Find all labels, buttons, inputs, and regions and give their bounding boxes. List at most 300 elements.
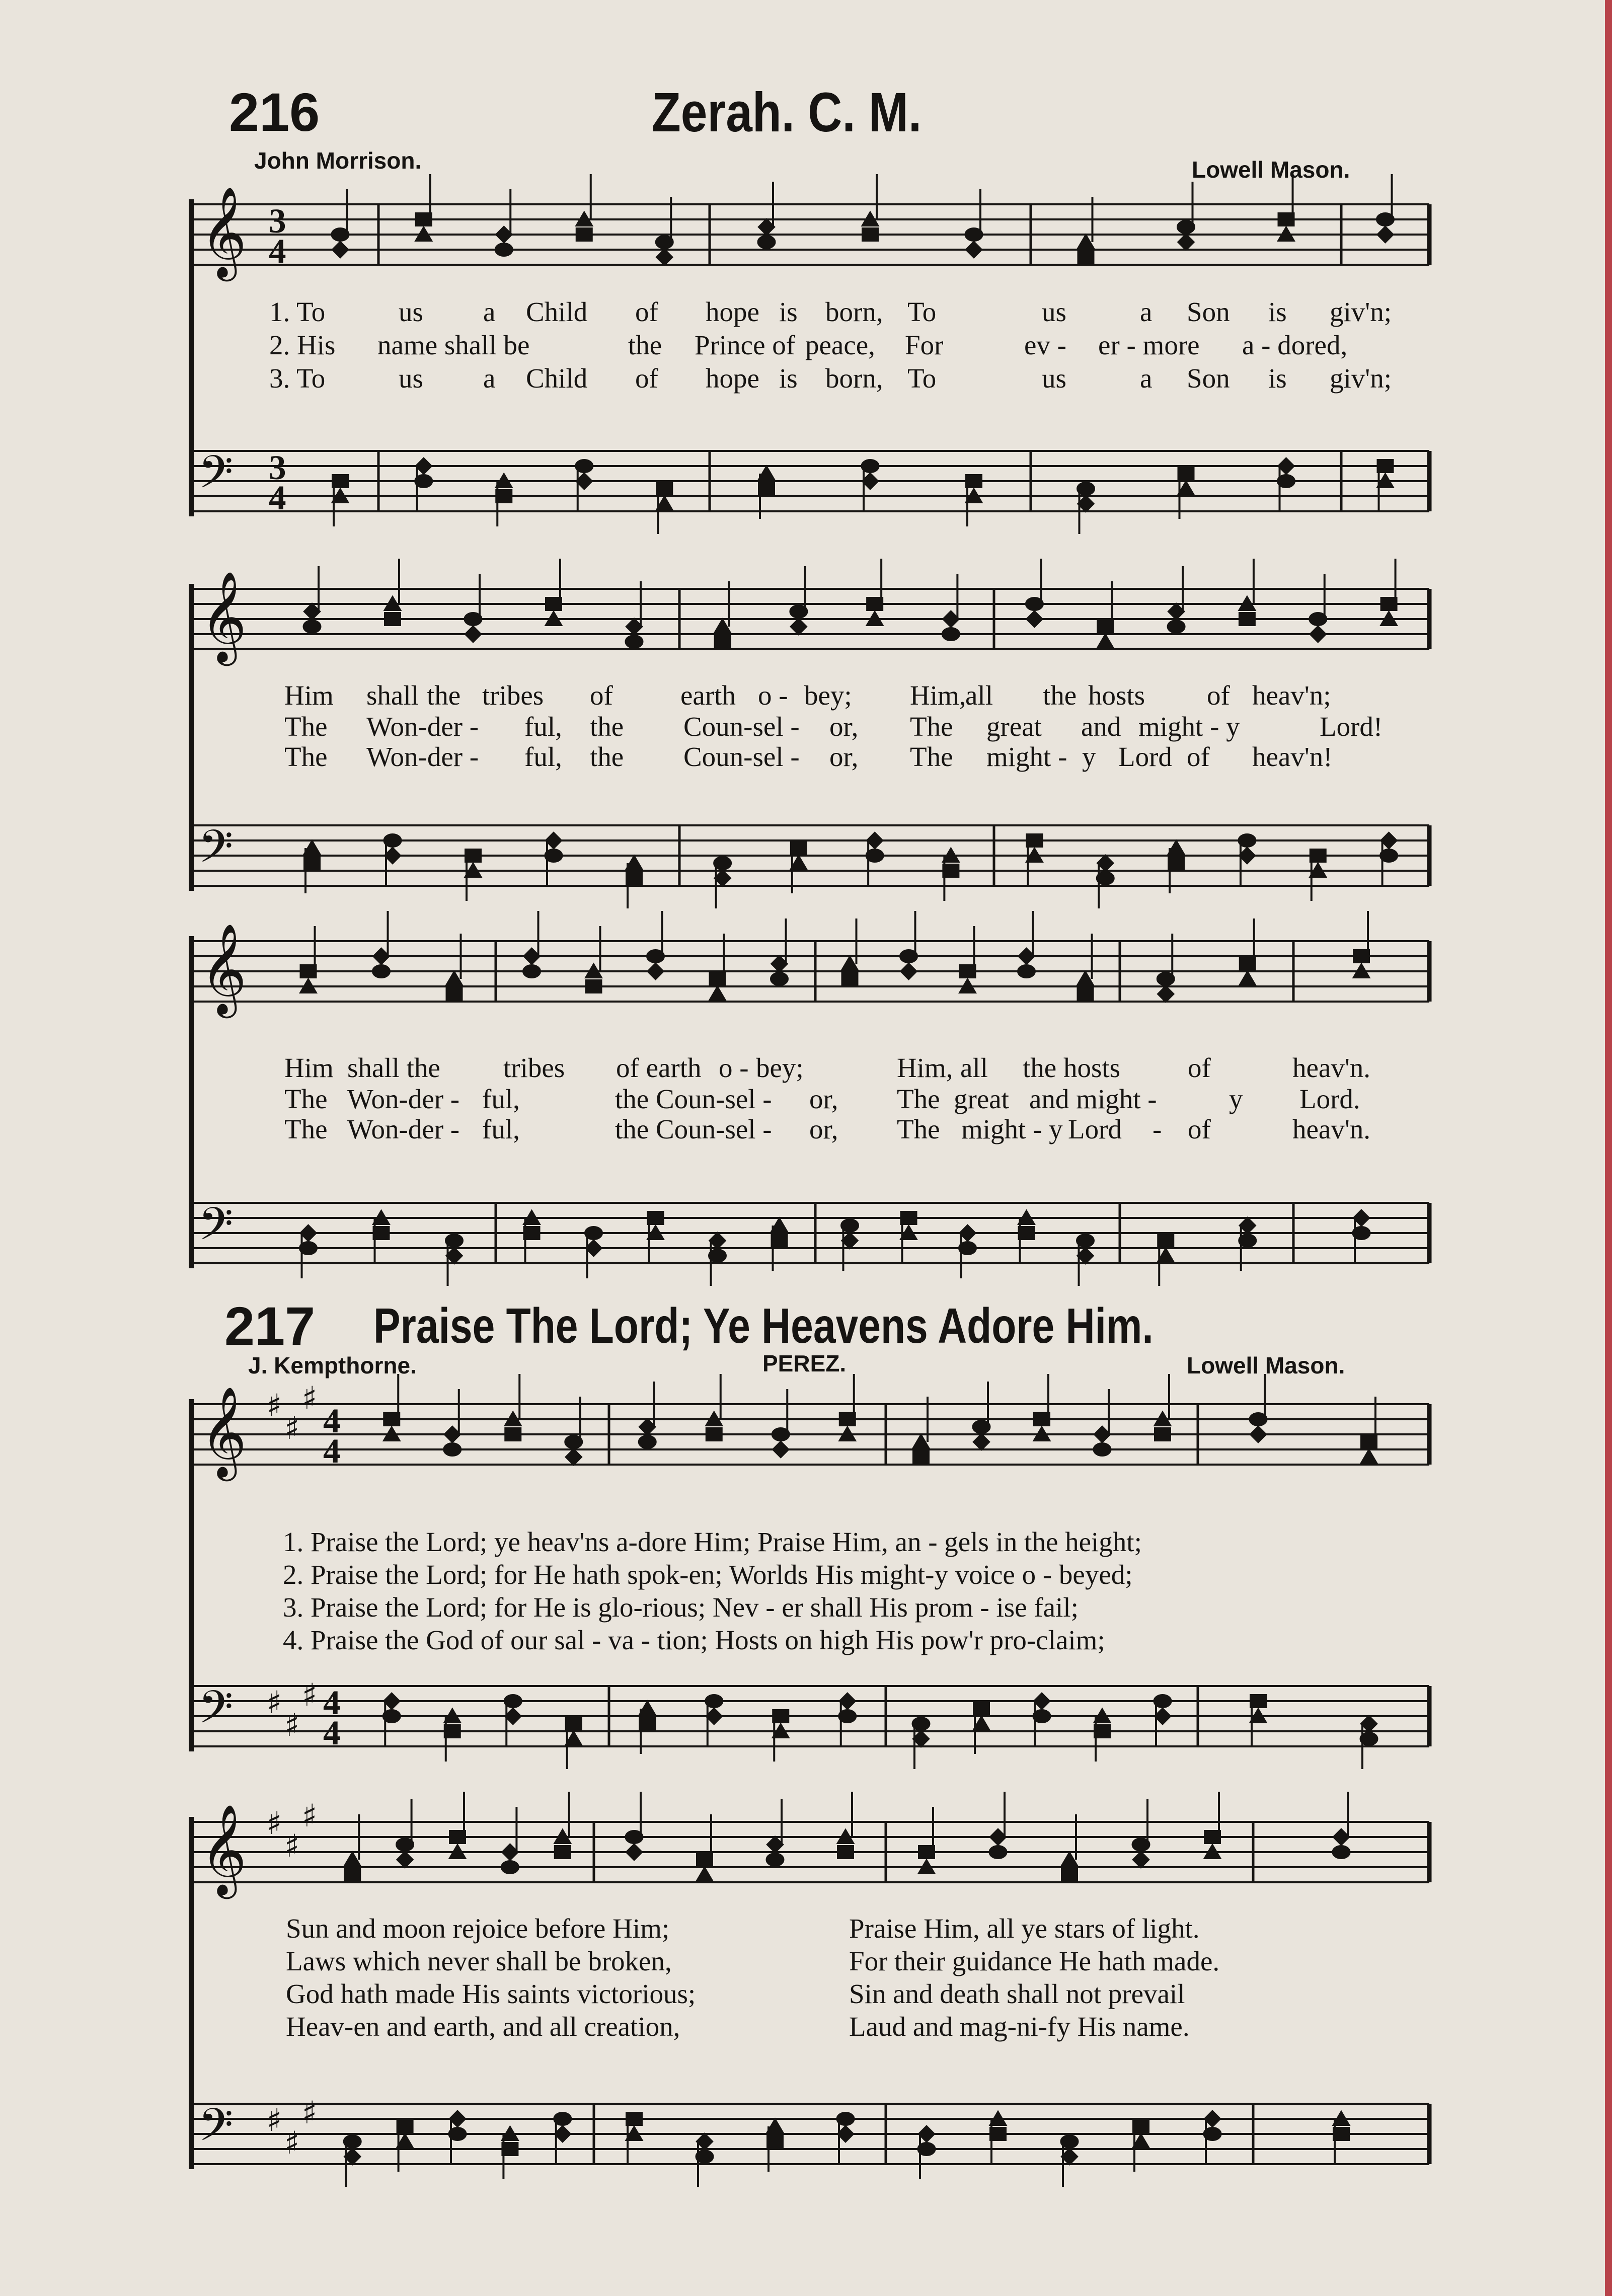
note-head xyxy=(715,871,730,886)
lyric-word: heav'n! xyxy=(1252,741,1333,772)
note-head xyxy=(943,865,958,877)
note-head xyxy=(1158,1249,1173,1262)
treble-clef-icon: 𝄞 xyxy=(200,570,247,662)
note-head xyxy=(1361,1450,1376,1464)
lyrics-verse-1: 1. Praise the Lord; ye heav'ns a-dore Him; Praise Him, an - gels in the height; xyxy=(283,1526,1142,1557)
lyric-word: a xyxy=(1140,296,1153,327)
note-head xyxy=(449,2128,466,2140)
sharp-sign: ♯ xyxy=(284,1707,300,1743)
note-head xyxy=(1380,850,1397,862)
lyric-word: ev - xyxy=(1024,330,1066,360)
hymn-216-number: 216 xyxy=(229,82,320,142)
note-head xyxy=(838,2126,853,2141)
lyric-word: heav'n. xyxy=(1292,1052,1370,1083)
note-head xyxy=(1169,841,1184,855)
note-head xyxy=(586,1241,601,1256)
lyric-word: Lord. xyxy=(1299,1084,1360,1114)
sharp-sign: ♯ xyxy=(267,2102,282,2138)
note-head xyxy=(697,1868,712,1881)
note-head xyxy=(524,1227,540,1239)
note-head xyxy=(416,458,431,474)
note-head xyxy=(345,1869,360,1881)
lyric-word: Him, xyxy=(897,1052,953,1083)
note-head xyxy=(1034,1413,1049,1425)
note-head xyxy=(577,228,592,241)
note-head xyxy=(657,483,672,495)
lyric-word: or, xyxy=(809,1114,838,1144)
note-head xyxy=(1169,604,1184,619)
note-head xyxy=(919,1846,934,1858)
note-head xyxy=(566,1449,581,1465)
note-head xyxy=(1205,2111,1220,2126)
note-head xyxy=(301,965,316,977)
note-head xyxy=(1098,621,1113,633)
bass-clef-icon: 𝄢 xyxy=(198,1681,234,1744)
note-head xyxy=(863,474,878,489)
note-head xyxy=(627,857,642,870)
bass-clef-icon: 𝄢 xyxy=(198,2099,234,2162)
note-head xyxy=(546,833,561,848)
lyrics-right-verse-3: Sin and death shall not prevail xyxy=(849,1978,1185,2009)
lyric-word: ful, xyxy=(482,1114,520,1144)
note-head xyxy=(990,1829,1006,1845)
lyric-word: us xyxy=(1042,296,1066,327)
note-head xyxy=(1334,2128,1349,2140)
lyrics-right-verse-4: Laud and mag-ni-fy His name. xyxy=(849,2011,1190,2042)
lyric-word: Him, xyxy=(910,680,966,711)
lyric-word: shall the xyxy=(347,1052,440,1083)
lyrics-right-verse-1: Praise Him, all ye stars of light. xyxy=(849,1913,1200,1944)
lyric-word: - xyxy=(1153,1114,1162,1144)
note-head xyxy=(918,2143,935,2155)
lyric-word: might - xyxy=(986,741,1067,772)
hymn-217-author: J. Kempthorne. xyxy=(248,1352,417,1379)
lyric-word: of xyxy=(1207,680,1230,711)
note-head xyxy=(974,1717,989,1730)
note-head xyxy=(1155,1428,1170,1440)
note-head xyxy=(913,1435,929,1448)
note-head xyxy=(697,2151,713,2163)
sharp-sign: ♯ xyxy=(302,1380,318,1416)
note-head xyxy=(1381,833,1397,848)
note-head xyxy=(466,850,481,862)
note-head xyxy=(566,1732,581,1745)
lyric-word: shall xyxy=(366,680,419,711)
note-head xyxy=(919,2126,934,2141)
lyric-word: The xyxy=(910,741,953,772)
lyric-word: the xyxy=(590,741,624,772)
note-head xyxy=(1094,1443,1111,1456)
note-head xyxy=(577,474,592,489)
note-head xyxy=(1062,1853,1077,1866)
note-head xyxy=(1353,1227,1370,1239)
note-head xyxy=(1158,1235,1173,1247)
note-head xyxy=(767,2120,783,2133)
lyric-word: Lord xyxy=(1118,741,1172,772)
lyric-word: o - xyxy=(719,1052,749,1083)
note-head xyxy=(966,242,981,257)
note-head xyxy=(1251,1695,1266,1707)
note-head xyxy=(1079,496,1094,511)
note-head xyxy=(333,242,348,257)
lyric-word: might - y xyxy=(961,1114,1063,1144)
sharp-sign: ♯ xyxy=(267,1684,282,1721)
note-head xyxy=(333,475,348,487)
note-head xyxy=(791,842,806,854)
note-head xyxy=(1240,958,1255,970)
note-head xyxy=(709,1250,726,1262)
lyric-word: The xyxy=(284,711,328,742)
note-head xyxy=(546,598,561,610)
note-head xyxy=(1062,2149,1077,2164)
note-head xyxy=(1179,235,1194,250)
note-head xyxy=(627,1845,642,1860)
hymn-217-tune: PEREZ. xyxy=(762,1350,847,1376)
note-head xyxy=(1179,482,1194,495)
note-head xyxy=(640,1419,655,1434)
note-head xyxy=(657,497,672,510)
time-signature-bottom: 4 xyxy=(323,1714,341,1752)
lyric-word: us xyxy=(399,363,423,394)
note-head xyxy=(304,841,320,855)
time-signature-bottom: 4 xyxy=(269,479,286,517)
note-head xyxy=(447,988,462,1000)
bass-clef-icon: 𝄢 xyxy=(198,1198,234,1261)
lyrics-verse-3: 3. Praise the Lord; for He is glo-rious; Nev - er shall His prom - ise fail; xyxy=(283,1592,1079,1623)
bass-clef-icon: 𝄢 xyxy=(198,446,234,509)
note-head xyxy=(1239,1235,1256,1247)
note-head xyxy=(496,490,511,502)
note-head xyxy=(502,1861,518,1873)
lyric-word: is xyxy=(1268,363,1287,394)
note-head xyxy=(1027,834,1042,847)
note-head xyxy=(758,236,775,248)
note-head xyxy=(505,1428,520,1440)
sharp-sign: ♯ xyxy=(284,2124,300,2161)
note-head xyxy=(1095,1427,1110,1442)
note-head xyxy=(626,636,643,648)
treble-clef-icon: 𝄞 xyxy=(200,1803,247,1895)
note-head xyxy=(657,250,672,265)
sharp-sign: ♯ xyxy=(267,1387,282,1424)
note-head xyxy=(1240,613,1255,625)
note-head xyxy=(960,1226,975,1241)
note-head xyxy=(943,628,959,640)
lyric-word: a xyxy=(1140,363,1153,394)
note-head xyxy=(1354,1210,1369,1226)
lyric-word: The xyxy=(284,741,328,772)
note-head xyxy=(1204,2128,1221,2140)
note-head xyxy=(384,1694,399,1709)
lyric-word: The xyxy=(897,1114,940,1144)
note-head xyxy=(867,850,883,862)
note-head xyxy=(791,619,806,634)
treble-clef-icon: 𝄞 xyxy=(200,923,247,1014)
lyrics-left-verse-3: God hath made His saints victorious; xyxy=(286,1978,696,2009)
lyrics-verse-2: 2. Praise the Lord; for He hath spok-en; Worlds His might-y voice o - beyed; xyxy=(283,1559,1133,1590)
note-head xyxy=(759,467,774,480)
note-head xyxy=(943,611,958,627)
note-head xyxy=(304,857,320,869)
note-head xyxy=(772,1235,787,1247)
note-head xyxy=(990,1846,1007,1858)
lyric-word: peace, xyxy=(805,330,875,360)
note-head xyxy=(1097,872,1114,884)
lyric-word: all xyxy=(965,680,993,711)
note-head xyxy=(1155,1709,1170,1724)
lyric-word: the xyxy=(590,711,624,742)
note-head xyxy=(627,619,642,634)
lyric-word: Prince of xyxy=(695,330,796,360)
lyric-word: ful, xyxy=(524,741,562,772)
note-head xyxy=(1078,1248,1093,1263)
time-signature-bottom: 4 xyxy=(323,1432,341,1470)
note-head xyxy=(966,475,981,487)
note-head xyxy=(496,244,512,256)
note-head xyxy=(383,1710,400,1722)
note-head xyxy=(707,1709,722,1724)
note-head xyxy=(710,973,725,985)
lyric-word: Won-der - xyxy=(347,1084,460,1114)
lyric-word: hope xyxy=(706,363,759,394)
note-head xyxy=(1078,972,1093,985)
lyric-word: us xyxy=(1042,363,1066,394)
note-head xyxy=(374,949,389,964)
lyric-word: Child xyxy=(526,363,588,394)
note-head xyxy=(1133,2135,1148,2148)
note-head xyxy=(444,1443,460,1456)
note-head xyxy=(1251,1427,1266,1442)
note-head xyxy=(555,1846,570,1858)
note-head xyxy=(1158,986,1173,1002)
note-head xyxy=(715,636,730,648)
note-head xyxy=(450,2111,465,2126)
lyric-word: name shall be xyxy=(377,330,530,360)
lyric-word: ful, xyxy=(524,711,562,742)
note-head xyxy=(1354,950,1369,962)
lyric-word: giv'n; xyxy=(1330,296,1392,327)
sharp-sign: ♯ xyxy=(267,1805,282,1842)
time-signature-top: 4 xyxy=(323,1402,341,1440)
lyric-word: Won-der - xyxy=(366,711,479,742)
lyric-word: Won-der - xyxy=(347,1114,460,1144)
note-head xyxy=(1381,598,1397,610)
note-head xyxy=(1019,1227,1034,1239)
lyric-word: tribes xyxy=(482,680,544,711)
lyric-word: The xyxy=(897,1084,940,1114)
lyric-word: y xyxy=(1082,741,1096,772)
sharp-sign: ♯ xyxy=(284,1827,300,1864)
note-head xyxy=(1179,468,1194,480)
note-head xyxy=(1278,475,1294,487)
lyric-word: of xyxy=(1188,1052,1211,1083)
note-head xyxy=(304,621,321,633)
note-head xyxy=(555,2126,570,2141)
lyric-word: The xyxy=(910,711,953,742)
lyric-word: o - xyxy=(758,680,788,711)
note-head xyxy=(710,987,725,1001)
note-head xyxy=(639,1436,656,1448)
lyric-word: y xyxy=(1229,1084,1243,1114)
note-head xyxy=(901,964,916,979)
note-head xyxy=(373,965,390,977)
note-head xyxy=(300,1242,317,1254)
note-head xyxy=(1361,1733,1377,1745)
lyrics-left-verse-4: Heav-en and earth, and all creation, xyxy=(286,2011,680,2042)
lyric-word: of xyxy=(1187,741,1210,772)
note-head xyxy=(867,598,882,610)
note-head xyxy=(523,965,540,977)
lyric-word: er - more xyxy=(1098,330,1200,360)
note-head xyxy=(767,1854,784,1866)
note-head xyxy=(398,1852,413,1867)
lyric-word: the Coun-sel - xyxy=(615,1114,772,1144)
sharp-sign: ♯ xyxy=(302,1797,318,1834)
note-head xyxy=(767,2135,783,2148)
bass-clef-icon: 𝄢 xyxy=(198,821,234,884)
sharp-sign: ♯ xyxy=(302,1676,318,1713)
note-head xyxy=(1361,1716,1376,1731)
lyric-word: Coun-sel - xyxy=(683,741,800,772)
hymn-216-composer: Lowell Mason. xyxy=(1192,157,1350,183)
lyric-word: might - y xyxy=(1138,711,1240,742)
note-head xyxy=(1034,1694,1049,1709)
lyric-word: 1. To xyxy=(269,296,326,327)
note-head xyxy=(466,627,481,642)
note-head xyxy=(842,973,858,985)
note-head xyxy=(838,1846,853,1858)
note-head xyxy=(1019,949,1034,964)
lyric-word: earth xyxy=(680,680,736,711)
lyrics-right-verse-2: For their guidance He hath made. xyxy=(849,1946,1220,1976)
lyric-word: bey; xyxy=(756,1052,804,1083)
sharp-sign: ♯ xyxy=(302,2094,318,2131)
lyric-word: the xyxy=(427,680,461,711)
note-head xyxy=(974,1434,989,1449)
note-head xyxy=(1027,611,1042,627)
lyric-word: is xyxy=(779,363,798,394)
lyric-word: heav'n; xyxy=(1252,680,1331,711)
note-head xyxy=(1279,213,1294,225)
lyric-word: To xyxy=(907,296,937,327)
lyric-word: To xyxy=(907,363,937,394)
time-signature-top: 4 xyxy=(323,1683,341,1722)
note-head xyxy=(1169,857,1184,869)
note-head xyxy=(990,2128,1006,2140)
lyric-word: and xyxy=(1081,711,1121,742)
lyric-word: is xyxy=(1268,296,1287,327)
note-head xyxy=(648,1212,663,1224)
note-head xyxy=(505,1709,520,1724)
note-head xyxy=(1333,1846,1350,1858)
time-signature-top: 3 xyxy=(269,448,286,487)
note-head xyxy=(398,2120,413,2132)
lyric-word: or, xyxy=(809,1084,838,1114)
note-head xyxy=(1079,236,1094,249)
lyrics-left-verse-1: Sun and moon rejoice before Him; xyxy=(286,1913,670,1944)
note-head xyxy=(1240,848,1255,863)
lyric-word: of earth xyxy=(616,1052,702,1083)
lyric-word: tribes xyxy=(503,1052,565,1083)
lyric-word: 3. To xyxy=(269,363,326,394)
note-head xyxy=(759,219,774,235)
note-head xyxy=(1168,621,1185,633)
hymn-216-author: John Morrison. xyxy=(254,147,422,174)
note-head xyxy=(759,483,774,495)
note-head xyxy=(1098,635,1113,648)
note-head xyxy=(301,1226,316,1241)
lyric-word: heav'n. xyxy=(1292,1114,1370,1144)
hymn-217-title: Praise The Lord; Ye Heavens Adore Him. xyxy=(373,1298,1154,1353)
note-head xyxy=(566,1718,581,1730)
lyric-word: The xyxy=(284,1084,328,1114)
lyric-word: giv'n; xyxy=(1330,363,1392,394)
lyric-word: The xyxy=(284,1114,328,1144)
note-head xyxy=(710,1233,725,1248)
lyric-word: of xyxy=(635,296,658,327)
note-head xyxy=(502,1845,517,1860)
note-head xyxy=(640,1718,655,1730)
note-head xyxy=(502,2143,517,2155)
lyric-word: great xyxy=(986,711,1042,742)
note-head xyxy=(842,1233,858,1248)
note-head xyxy=(524,949,540,964)
note-head xyxy=(960,965,975,977)
lyric-word: the xyxy=(628,330,662,360)
lyric-word: Son xyxy=(1187,363,1230,394)
note-head xyxy=(627,2113,642,2125)
note-head xyxy=(959,1242,976,1254)
note-head xyxy=(304,604,320,619)
lyric-word: born, xyxy=(825,363,883,394)
note-head xyxy=(772,1219,787,1232)
note-head xyxy=(767,1837,783,1852)
lyric-word: Him xyxy=(284,1052,334,1083)
note-head xyxy=(1361,1436,1376,1448)
note-head xyxy=(1062,1869,1077,1881)
lyrics-verse-4: 4. Praise the God of our sal - va - tion; Hosts on high His pow'r pro-claim; xyxy=(283,1625,1105,1655)
lyric-word: or, xyxy=(829,741,859,772)
note-head xyxy=(974,1703,989,1715)
note-head xyxy=(867,833,882,848)
lyric-word: hosts xyxy=(1088,680,1145,711)
note-head xyxy=(1205,1831,1220,1843)
note-head xyxy=(345,2149,360,2164)
note-head xyxy=(913,1731,929,1746)
note-head xyxy=(707,1428,722,1440)
lyric-word: a xyxy=(483,296,496,327)
lyric-word: bey; xyxy=(804,680,852,711)
note-head xyxy=(901,1212,916,1224)
note-head xyxy=(1334,1829,1349,1845)
note-head xyxy=(345,1853,360,1866)
lyric-word: born, xyxy=(825,296,883,327)
lyrics-left-verse-2: Laws which never shall be broken, xyxy=(286,1946,672,1976)
hymn-217-composer: Lowell Mason. xyxy=(1187,1352,1345,1379)
note-head xyxy=(772,956,787,971)
lyric-word: of xyxy=(590,680,613,711)
note-head xyxy=(773,1442,788,1457)
note-head xyxy=(1133,1852,1148,1867)
note-head xyxy=(1034,1710,1050,1722)
note-head xyxy=(1098,856,1113,871)
time-signature-top: 3 xyxy=(269,202,286,240)
hymn-217-number: 217 xyxy=(224,1295,316,1356)
time-signature-bottom: 4 xyxy=(269,232,286,270)
note-head xyxy=(1378,227,1393,242)
note-head xyxy=(863,228,878,241)
note-head xyxy=(1279,458,1294,474)
